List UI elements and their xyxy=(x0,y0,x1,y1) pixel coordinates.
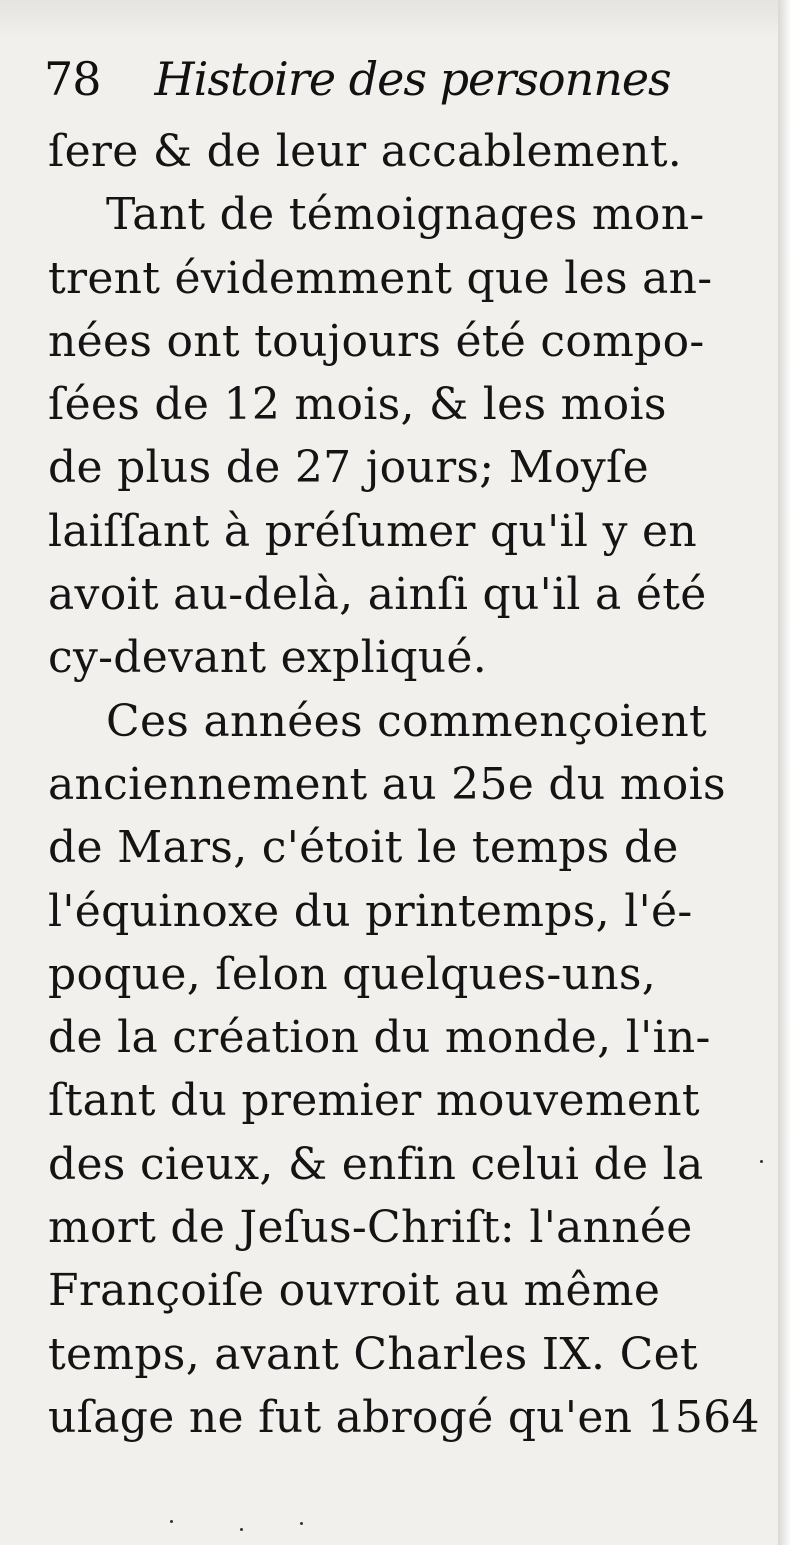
text-line: Ces années commençoient xyxy=(106,695,707,747)
text-line: cy-devant expliqué. xyxy=(48,632,488,684)
page-edge xyxy=(778,0,800,1545)
text-line: de la création du monde, l'in- xyxy=(48,1012,711,1064)
page-header xyxy=(44,52,671,122)
text-line: temps, avant Charles IX. Cet xyxy=(48,1328,698,1380)
text-line: mort de Jeſus-Chriſt: l'année xyxy=(48,1202,693,1254)
ink-speck xyxy=(300,1522,303,1525)
ink-speck xyxy=(240,1528,243,1531)
text-line: nées ont toujours été compo- xyxy=(48,315,705,367)
text-line: poque, ſelon quelques-uns, xyxy=(48,948,657,1000)
text-line: Tant de témoignages mon- xyxy=(106,189,705,241)
text-line: ſtant du premier mouvement xyxy=(48,1075,700,1127)
text-line: avoit au-delà, ainſi qu'il a été xyxy=(48,569,707,621)
text-line: des cieux, & enfin celui de la xyxy=(48,1138,704,1190)
body-text xyxy=(48,120,760,1449)
text-line: uſage ne fut abrogé qu'en 1564 xyxy=(48,1391,760,1443)
page-shadow xyxy=(0,0,780,40)
text-line: l'équinoxe du printemps, l'é- xyxy=(48,885,693,937)
text-line: de Mars, c'étoit le temps de xyxy=(48,822,679,874)
page-number: 78 xyxy=(44,52,101,106)
text-line: ſées de 12 mois, & les mois xyxy=(48,379,667,431)
text-line: laiſſant à préſumer qu'il y en xyxy=(48,505,697,557)
text-line: ſere & de leur accablement. xyxy=(48,126,683,177)
running-title: Histoire des personnes xyxy=(154,52,671,106)
ink-speck xyxy=(170,1520,173,1523)
text-line: trent évidemment que les an- xyxy=(48,252,713,304)
ink-speck xyxy=(760,1160,763,1163)
text-line: Françoiſe ouvroit au même xyxy=(48,1265,661,1317)
text-line: de plus de 27 jours; Moyſe xyxy=(48,442,649,494)
text-line: anciennement au 25e du mois xyxy=(48,758,726,810)
